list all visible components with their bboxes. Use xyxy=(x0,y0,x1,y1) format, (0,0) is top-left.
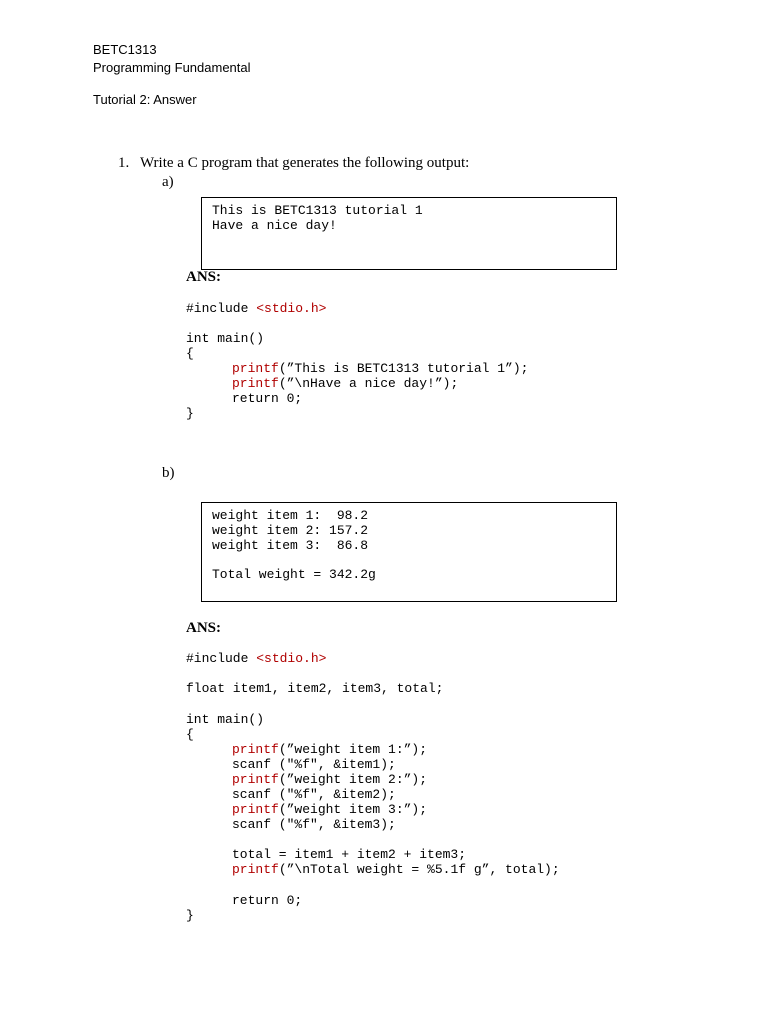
output-line: Have a nice day! xyxy=(212,218,337,233)
part-b-label: b) xyxy=(162,465,175,481)
code-line: return 0; xyxy=(232,893,303,908)
code-line xyxy=(232,802,427,817)
include-directive: #include xyxy=(186,301,257,316)
include-header: <stdio.h> xyxy=(256,651,327,666)
printf-keyword: printf xyxy=(232,772,279,787)
code-line xyxy=(232,361,528,376)
code-line xyxy=(232,742,427,757)
code-line: return 0; xyxy=(232,391,303,406)
code-line: float item1, item2, item3, total; xyxy=(186,681,444,696)
code-line xyxy=(186,651,326,666)
part-a-label: a) xyxy=(162,174,174,190)
code-args: (”\nHave a nice day!”); xyxy=(278,376,459,391)
code-line: int main() xyxy=(186,331,265,346)
code-args: (”weight item 2:”); xyxy=(278,772,428,787)
code-args: (”This is BETC1313 tutorial 1”); xyxy=(278,361,529,376)
question-text: Write a C program that generates the following output: xyxy=(140,155,470,171)
code-line: } xyxy=(186,908,194,923)
code-line: { xyxy=(186,346,194,361)
code-args: (”\nTotal weight = %5.1f g”, total); xyxy=(278,862,560,877)
course-name: Programming Fundamental xyxy=(93,60,251,75)
printf-keyword: printf xyxy=(232,742,279,757)
ans-label-a: ANS: xyxy=(186,269,222,285)
tutorial-title: Tutorial 2: Answer xyxy=(93,92,197,107)
code-args: (”weight item 1:”); xyxy=(278,742,428,757)
output-line: weight item 2: 157.2 xyxy=(212,523,369,538)
code-line: scanf ("%f", &item1); xyxy=(232,757,396,772)
output-line: Total weight = 342.2g xyxy=(212,567,376,582)
code-args: (”weight item 3:”); xyxy=(278,802,428,817)
code-line: int main() xyxy=(186,712,265,727)
output-box-b xyxy=(201,502,617,602)
code-line: total = item1 + item2 + item3; xyxy=(232,847,467,862)
printf-keyword: printf xyxy=(232,862,279,877)
code-line: } xyxy=(186,406,194,421)
output-line: weight item 3: 86.8 xyxy=(212,538,369,553)
code-line: { xyxy=(186,727,194,742)
include-directive: #include xyxy=(186,651,257,666)
code-line xyxy=(232,376,458,391)
question-number: 1. xyxy=(118,155,130,171)
printf-keyword: printf xyxy=(232,361,279,376)
code-line: scanf ("%f", &item3); xyxy=(232,817,396,832)
code-line xyxy=(232,862,560,877)
printf-keyword: printf xyxy=(232,376,279,391)
printf-keyword: printf xyxy=(232,802,279,817)
code-line xyxy=(186,301,326,316)
output-box-a xyxy=(201,197,617,270)
code-line: scanf ("%f", &item2); xyxy=(232,787,396,802)
ans-label-b: ANS: xyxy=(186,620,222,636)
include-header: <stdio.h> xyxy=(256,301,327,316)
course-code: BETC1313 xyxy=(93,42,157,57)
output-line: This is BETC1313 tutorial 1 xyxy=(212,203,423,218)
output-line: weight item 1: 98.2 xyxy=(212,508,369,523)
code-line xyxy=(232,772,427,787)
